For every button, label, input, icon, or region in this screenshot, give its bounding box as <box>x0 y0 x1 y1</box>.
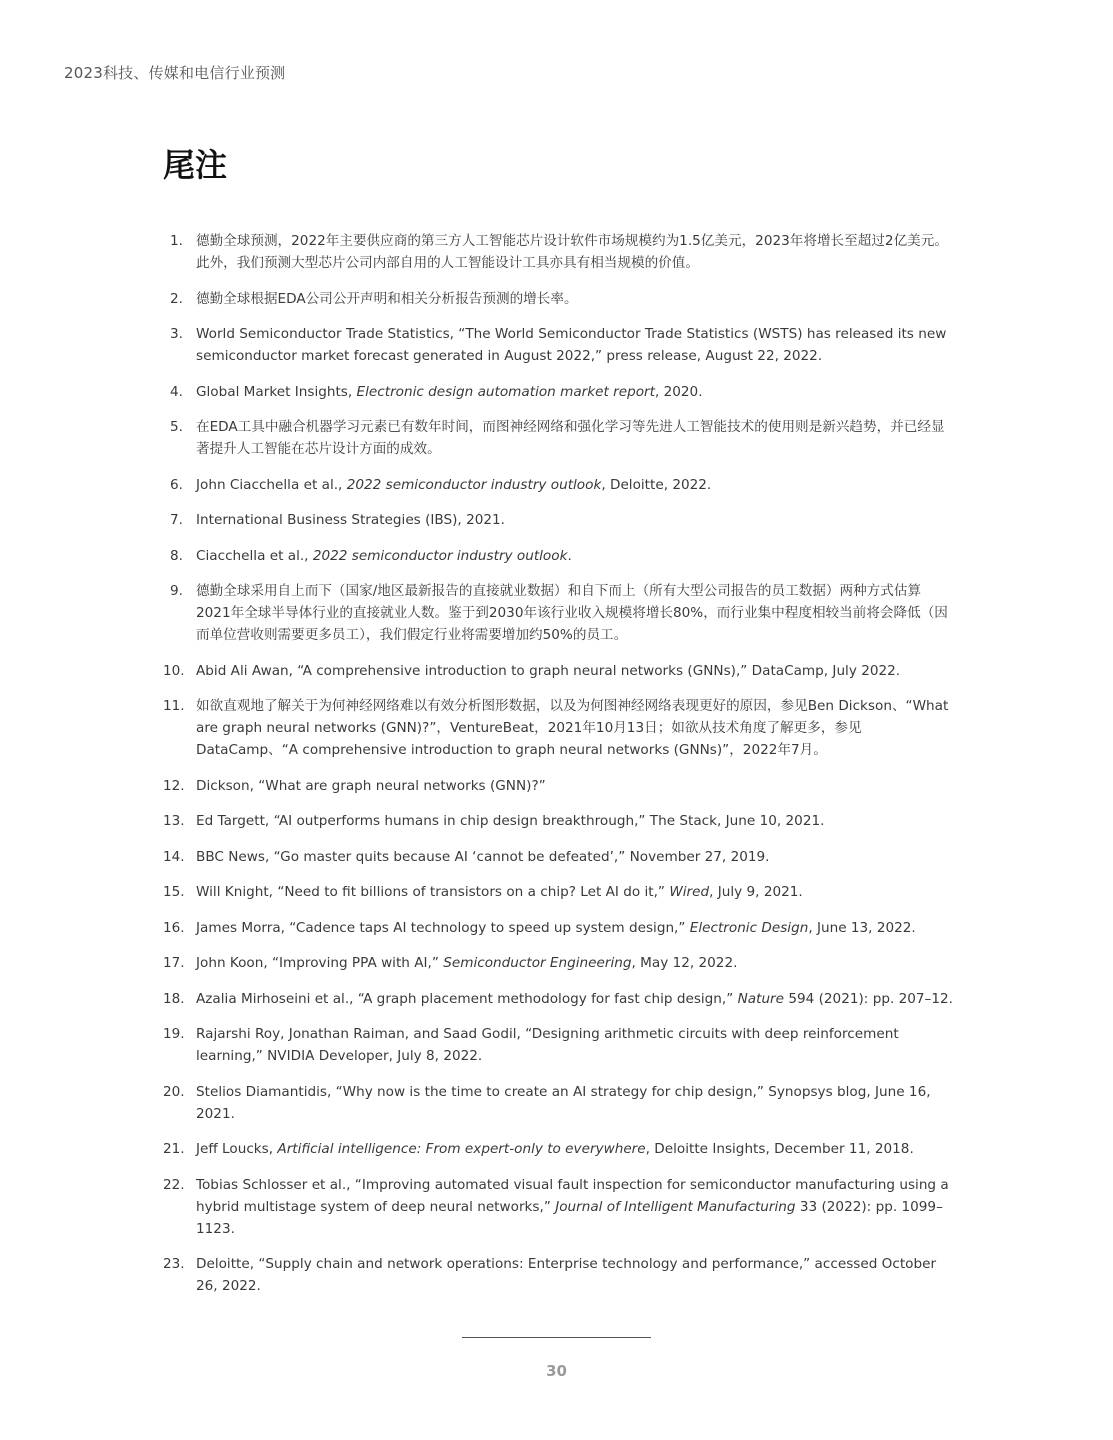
endnote-text <box>196 580 953 646</box>
endnote-number: 1. <box>170 233 183 249</box>
endnote-text-part: 德勤全球预测，2022年主要供应商的第三方人工智能芯片设计软件市场规模约为1.5亿美元，2023年将增长至超过2亿美元。此外，我们预测大型芯片公司内部自用的人工智能设计工具亦具有相当规模的价值。 <box>196 233 948 271</box>
endnote-text-part: , July 9, 2021. <box>709 884 803 900</box>
endnote-text <box>196 1138 953 1160</box>
endnote-number: 5. <box>170 419 183 435</box>
endnote-text <box>196 1174 953 1240</box>
endnote-text-part: Rajarshi Roy, Jonathan Raiman, and Saad Godil, “Designing arithmetic circuits with deep reinforcement learning,” NVIDIA Developer, July 8, 2022. <box>196 1026 899 1064</box>
endnote-item <box>163 580 953 646</box>
endnote-text-part: John Koon, “Improving PPA with AI,” <box>196 955 444 971</box>
endnote-italic-title: Semiconductor Engineering <box>443 955 632 971</box>
endnote-text <box>196 1081 953 1125</box>
endnote-item <box>163 474 953 496</box>
endnote-text <box>196 1023 953 1067</box>
endnote-item <box>163 810 953 832</box>
endnote-number: 23. <box>163 1256 185 1272</box>
endnote-text <box>196 881 953 903</box>
endnote-item <box>163 660 953 682</box>
endnote-item <box>163 917 953 939</box>
endnote-italic-title: Electronic Design <box>689 919 809 936</box>
endnote-item <box>163 1081 953 1125</box>
endnote-item <box>163 695 953 761</box>
endnote-text-part: Abid Ali Awan, “A comprehensive introduction to graph neural networks (GNNs),” DataCamp, July 2022. <box>196 662 901 679</box>
endnote-text <box>196 381 953 403</box>
page-number: 30 <box>546 1362 567 1380</box>
endnote-text-part: 594 (2021): pp. 207–12. <box>784 990 953 1007</box>
endnote-italic-title: 2022 semiconductor industry outlook <box>346 476 602 493</box>
endnote-text <box>196 660 953 682</box>
endnote-number: 16. <box>163 919 185 936</box>
endnote-text-part: Ed Targett, “AI outperforms humans in chip design breakthrough,” The Stack, June 10, 2021. <box>196 813 825 829</box>
endnote-text <box>196 230 953 274</box>
endnote-text-part: 33 (2022): pp. 1099–1123. <box>196 1198 943 1237</box>
endnote-text-part: , 2020. <box>654 383 703 400</box>
endnote-text-part: Tobias Schlosser et al., “Improving automated visual fault inspection for semiconductor manufacturing using a hybrid multistage system of deep neural networks,” <box>196 1176 949 1215</box>
endnote-text-part: Jeff Loucks, <box>196 1141 278 1157</box>
endnote-text <box>196 545 953 567</box>
endnote-text <box>196 323 953 367</box>
endnote-italic-title: Journal of Intelligent Manufacturing <box>555 1198 796 1215</box>
endnote-text-part: John Ciacchella et al., <box>196 476 347 493</box>
endnote-text <box>196 775 953 797</box>
endnote-number: 22. <box>163 1176 185 1193</box>
endnote-item <box>163 775 953 797</box>
endnote-item <box>163 288 953 310</box>
endnote-number: 10. <box>163 662 185 679</box>
endnote-item <box>163 1174 953 1240</box>
endnote-text-part: , May 12, 2022. <box>631 955 738 971</box>
endnote-text-part: Azalia Mirhoseini et al., “A graph placement methodology for fast chip design,” <box>196 990 738 1007</box>
endnote-italic-title: 2022 semiconductor industry outlook <box>312 547 568 564</box>
endnote-text <box>196 288 953 310</box>
endnote-number: 21. <box>163 1141 185 1157</box>
endnote-text-part: BBC News, “Go master quits because AI ‘cannot be defeated’,” November 27, 2019. <box>196 848 770 865</box>
endnote-number: 18. <box>163 990 185 1007</box>
endnote-number: 13. <box>163 813 185 829</box>
endnote-item <box>163 1253 953 1297</box>
endnote-text-part: 在EDA工具中融合机器学习元素已有数年时间，而图神经网络和强化学习等先进人工智能技术的使用则是新兴趋势，并已经显著提升人工智能在芯片设计方面的成效。 <box>196 419 945 457</box>
endnote-text-part: International Business Strategies (IBS), 2021. <box>196 512 505 528</box>
endnote-number: 14. <box>163 848 185 865</box>
endnote-text <box>196 810 953 832</box>
endnote-text <box>196 988 953 1010</box>
endnote-item <box>163 545 953 567</box>
endnote-text-part: 德勤全球采用自上而下（国家/地区最新报告的直接就业数据）和自下而上（所有大型公司报告的员工数据）两种方式估算2021年全球半导体行业的直接就业人数。鉴于到2030年该行业收入规模将增长80%，而行业集中程度相较当前将会降低（因而单位营收则需要更多员工），我们假定行业将需要增加约50%的员工。 <box>196 583 948 643</box>
endnote-text-part: 德勤全球根据EDA公司公开声明和相关分析报告预测的增长率。 <box>196 290 578 307</box>
endnote-text-part: . <box>567 547 572 564</box>
endnote-text-part: , June 13, 2022. <box>808 919 916 936</box>
endnote-text <box>196 952 953 974</box>
endnote-text-part: Dickson, “What are graph neural networks (GNN)?” <box>196 777 546 794</box>
endnote-number: 3. <box>170 326 183 342</box>
endnote-text-part: World Semiconductor Trade Statistics, “The World Semiconductor Trade Statistics (WSTS) has released its new semiconductor market forecast generated in August 2022,” press release, August 22, 2022. <box>196 326 947 364</box>
endnote-text <box>196 416 953 460</box>
endnote-text <box>196 509 953 531</box>
endnote-item <box>163 952 953 974</box>
endnote-text-part: , Deloitte, 2022. <box>601 476 712 493</box>
endnotes-list <box>163 230 953 1311</box>
endnote-number: 7. <box>170 512 183 528</box>
endnote-italic-title: Artificial intelligence: From expert-only to everywhere <box>277 1141 646 1157</box>
page-title: 尾注 <box>163 146 228 184</box>
endnote-number: 6. <box>170 476 183 493</box>
endnote-item <box>163 381 953 403</box>
endnote-item <box>163 416 953 460</box>
endnote-number: 19. <box>163 1026 185 1042</box>
endnote-number: 2. <box>170 290 183 307</box>
running-header: 2023科技、传媒和电信行业预测 <box>64 64 286 82</box>
endnote-text <box>196 695 953 761</box>
endnote-text-part: Will Knight, “Need to fit billions of transistors on a chip? Let AI do it,” <box>196 884 670 900</box>
endnote-item <box>163 988 953 1010</box>
endnote-number: 4. <box>170 383 183 400</box>
endnote-number: 11. <box>163 698 185 714</box>
endnote-item <box>163 846 953 868</box>
endnote-number: 12. <box>163 777 185 794</box>
endnote-text-part: Deloitte, “Supply chain and network operations: Enterprise technology and performance,” accessed October 26, 2022. <box>196 1256 937 1294</box>
endnote-item <box>163 881 953 903</box>
endnote-text-part: 如欲直观地了解关于为何神经网络难以有效分析图形数据，以及为何图神经网络表现更好的原因，参见Ben Dickson、“What are graph neural networks (GNN)?”，VentureBeat，2021年10月13日；如欲从技术角度了解更多，参见DataCamp、“A comprehensive introduction to graph neural networks (GNNs)”，2022年7月。 <box>196 698 949 758</box>
endnote-text-part: Ciacchella et al., <box>196 547 313 564</box>
endnote-text-part: , Deloitte Insights, December 11, 2018. <box>645 1141 914 1157</box>
footer-divider <box>462 1337 651 1338</box>
endnote-item <box>163 323 953 367</box>
endnote-item <box>163 230 953 274</box>
endnote-italic-title: Nature <box>737 990 785 1007</box>
endnote-number: 20. <box>163 1083 185 1100</box>
endnote-number: 8. <box>170 547 183 564</box>
endnote-italic-title: Wired <box>669 884 710 900</box>
endnote-italic-title: Electronic design automation market report <box>356 383 655 400</box>
endnote-number: 9. <box>170 583 183 599</box>
endnote-text <box>196 846 953 868</box>
endnote-item <box>163 509 953 531</box>
endnote-text <box>196 917 953 939</box>
endnote-text-part: Global Market Insights, <box>196 383 357 400</box>
endnote-text <box>196 474 953 496</box>
endnote-number: 17. <box>163 955 185 971</box>
endnote-item <box>163 1023 953 1067</box>
endnote-item <box>163 1138 953 1160</box>
endnote-text-part: Stelios Diamantidis, “Why now is the time to create an AI strategy for chip design,” Synopsys blog, June 16, 2021. <box>196 1083 931 1122</box>
endnote-text-part: James Morra, “Cadence taps AI technology to speed up system design,” <box>196 919 690 936</box>
endnote-number: 15. <box>163 884 185 900</box>
endnote-text <box>196 1253 953 1297</box>
